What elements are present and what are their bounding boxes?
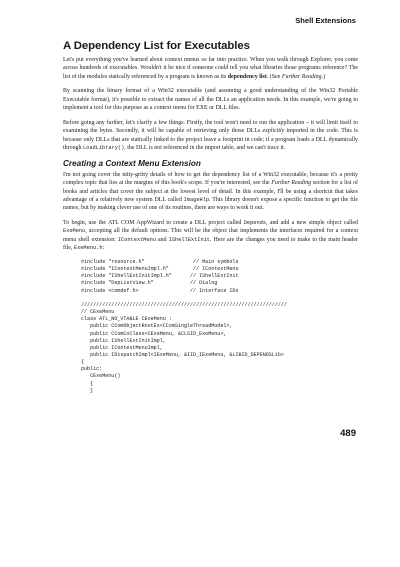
text-run: . (See: [266, 73, 282, 80]
explicitly-emphasis: explicitly: [262, 128, 285, 135]
imagehlp-code: ImageHlp: [183, 196, 210, 203]
text-run: :: [102, 245, 105, 252]
page-title: A Dependency List for Executables: [63, 40, 250, 52]
ishellextinit-code: IShellExtInit: [168, 236, 210, 243]
further-reading-ref: Further Reading: [281, 73, 322, 80]
imagehlp-paragraph: [63, 171, 358, 213]
clarification-paragraph: [63, 119, 358, 153]
exemenu-h-code: ExeMenu.h: [73, 245, 103, 252]
text-run: To begin, use the ATL COM AppWizard to create a DLL project called: [63, 219, 244, 226]
text-run: , and add a new simple object called: [266, 219, 358, 226]
further-reading-ref: Further Reading: [271, 180, 312, 187]
code-listing: #include "resource.h" // Main symbols #include "IContextMenuImpl.h" // IContextMenu #include "IShellExtInitImpl.h" // IShellExtInit #include "DepListView.h" // Dialog #include <comdef.h> // Interface IDs //////////////////////////////////////////////////////////////////// // CExeMenu class ATL_NO_VTABLE CExeMenu : public CComObjectRootEx<CComSingleThreadModel>, public CComCoClass<CExeMenu, &CLSID_ExeMenu>, public IShellExtInitImpl, public IContextMenuImpl, public IDispatchImpl<IExeMenu, &IID_IExeMenu, &LIBID_DEPENDSLib> { public: CExeMenu() { }: [81, 258, 287, 394]
page-number: 489: [340, 428, 356, 439]
loadlibrary-code: LoadLibrary(): [82, 145, 125, 152]
text-run: imported in the code. This is because only DLLs that are statically linked to the project leave a footprint in code; if a program loads a DLL dynamically through: [63, 128, 358, 152]
text-run: , accepting all the default options. This will be the object that implements the interfaces required for a context menu shell extension:: [63, 228, 358, 243]
text-run: section for a list of books and articles that cover the subject at the lowest level of detail. In this example, I'll be using a shortcut that takes advantage of a relatively new system DLL called: [63, 180, 358, 203]
text-run: Before going any further, let's clarify a few things. Firstly, the tool won't need to run the application – it will limit itself to examining the bytes. Secondly, it will be capable of retrieving only those DLLs: [63, 119, 358, 135]
text-run: . This library doesn't expose a specific function to get the file names, but by making clever use of one of its routines, there are ways to work it out.: [63, 196, 358, 212]
text-run: , the DLL is not referenced in the import table, and we can't trace it.: [124, 145, 286, 152]
text-run: I'm not going cover the nitty-gritty details of how to get the dependency list of a Win32 executable, because it's a pretty complex topic that lies at the margins of this book's scope. If you're interested, see the: [63, 171, 358, 187]
text-run: .): [321, 73, 326, 80]
icontextmenu-code: IContextMenu: [117, 236, 157, 243]
depends-code: Depends: [243, 219, 266, 226]
intro-paragraph: [63, 56, 358, 81]
page-content: [63, 40, 358, 399]
pe-format-paragraph: By scanning the binary format of a Win32 executable (and assuming a good understanding of the Win32 Portable Executable format), it's possible to extract the names of all the DLLs an application needs. In this example, we're going to implement a tool for this purpose as a context menu for EXE or DLL files.: [63, 88, 358, 112]
text-run: . Here are the changes you need to make to the main header file,: [63, 236, 359, 252]
exemenu-code: ExeMenu: [63, 228, 86, 235]
running-head: Shell Extensions: [295, 16, 356, 25]
text-run: Let's put everything you've learned about context menus so far into practice. When you walk through Explorer, you come across hundreds of executables. Wouldn't it be nice if someone could tell you what libraries those programs reference? The list of the modules statically referenced by a program is known as its: [63, 57, 358, 80]
dependency-list-term: dependency list: [227, 73, 267, 80]
section-heading: Creating a Context Menu Extension: [63, 158, 201, 168]
atl-wizard-paragraph: [63, 219, 358, 253]
text-run: and: [156, 236, 169, 243]
